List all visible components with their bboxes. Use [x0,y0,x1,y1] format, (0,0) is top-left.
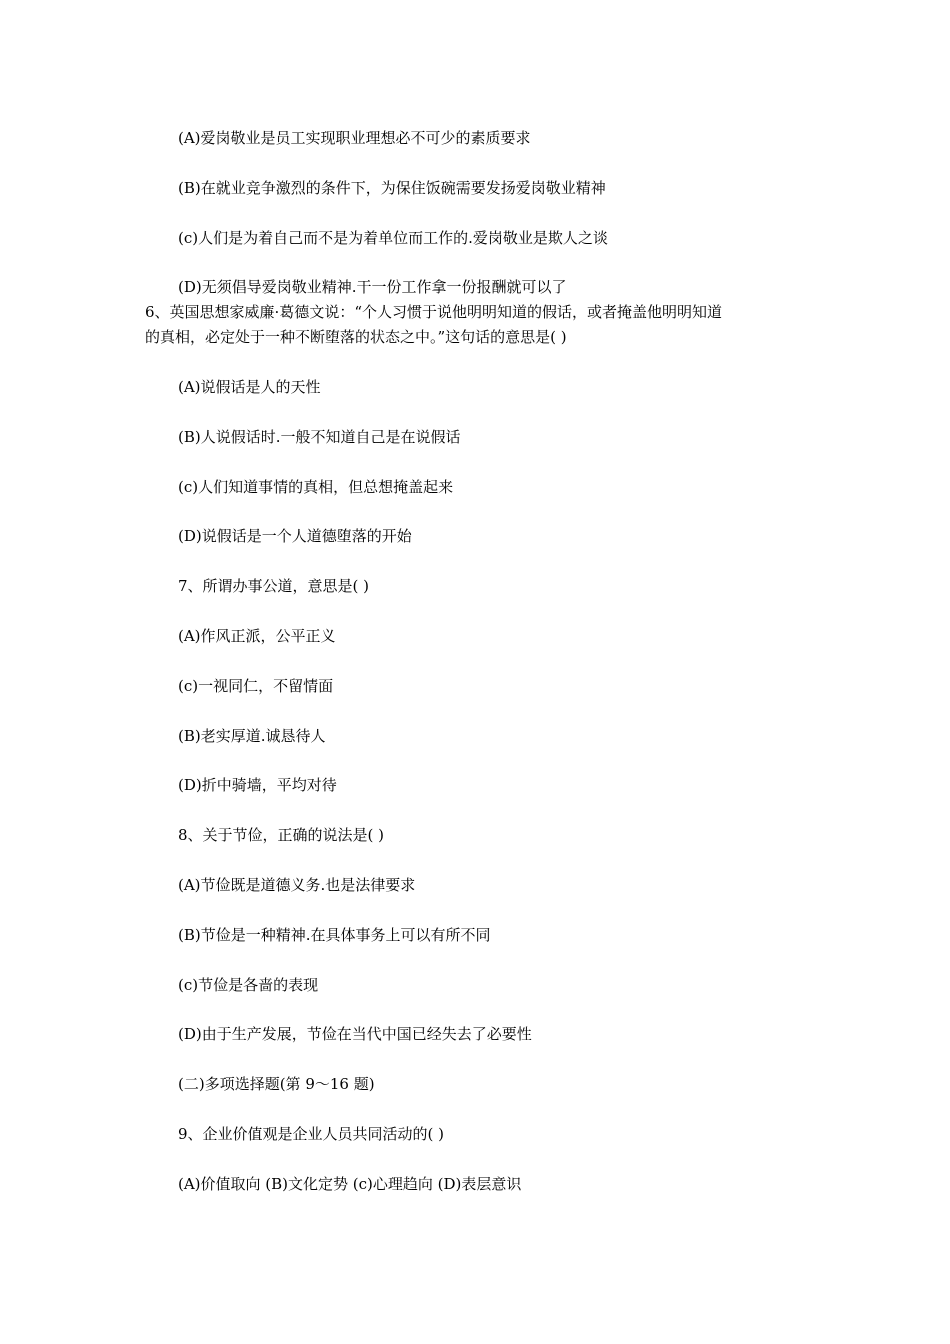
q6-option-a: (A)说假话是人的天性 [178,378,321,396]
section-heading-multiple-choice: (二)多项选择题(第 9～16 题) [178,1075,375,1093]
q7-option-c: (c)一视同仁，不留情面 [178,677,334,695]
q8-stem: 8、关于节俭，正确的说法是( ) [178,826,385,844]
q7-stem: 7、所谓办事公道，意思是( ) [178,577,370,595]
q5-option-c: (c)人们是为着自己而不是为着单位而工作的.爱岗敬业是欺人之谈 [178,229,608,247]
q9-options: (A)价值取向 (B)文化定势 (c)心理趋向 (D)表层意识 [178,1175,522,1193]
q8-option-a: (A)节俭既是道德义务.也是法律要求 [178,876,416,894]
q5-option-a: (A)爱岗敬业是员工实现职业理想必不可少的素质要求 [178,129,531,147]
q6-stem-line-2: 的真相，必定处于一种不断堕落的状态之中。”这句话的意思是( ) [145,328,567,346]
q5-option-b: (B)在就业竞争激烈的条件下，为保住饭碗需要发扬爱岗敬业精神 [178,179,606,197]
q6-option-d: (D)说假话是一个人道德堕落的开始 [178,527,412,545]
q8-option-d: (D)由于生产发展，节俭在当代中国已经失去了必要性 [178,1025,532,1043]
q7-option-b: (B)老实厚道.诚恳待人 [178,727,326,745]
q5-option-d: (D)无须倡导爱岗敬业精神.干一份工作拿一份报酬就可以了 [178,278,567,296]
q7-option-d: (D)折中骑墙，平均对待 [178,776,337,794]
q6-option-c: (c)人们知道事情的真相，但总想掩盖起来 [178,478,454,496]
q8-option-c: (c)节俭是各啬的表现 [178,976,319,994]
q6-stem-line-1: 6、英国思想家威廉·葛德文说：“个人习惯于说他明明知道的假话，或者掩盖他明明知道 [145,303,722,321]
q6-option-b: (B)人说假话时.一般不知道自己是在说假话 [178,428,461,446]
q7-option-a: (A)作风正派，公平正义 [178,627,336,645]
q8-option-b: (B)节俭是一种精神.在具体事务上可以有所不同 [178,926,491,944]
q9-stem: 9、企业价值观是企业人员共同活动的( ) [178,1125,445,1143]
